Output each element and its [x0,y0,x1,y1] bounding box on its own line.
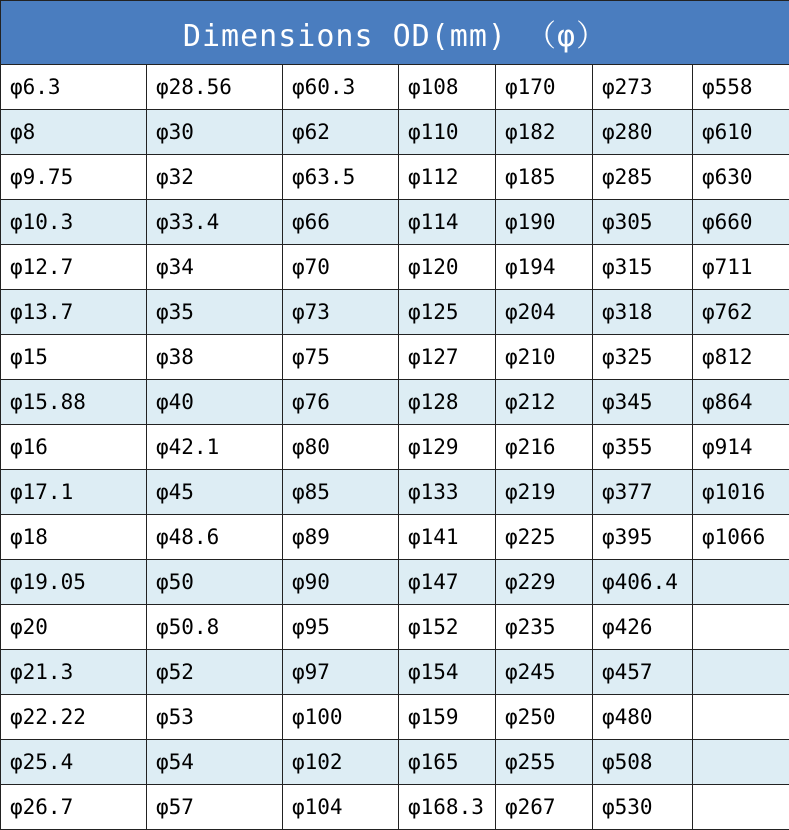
table-cell [693,785,789,830]
table-cell: φ10.3 [1,200,147,245]
table-cell: φ90 [283,560,399,605]
table-cell: φ75 [283,335,399,380]
table-cell: φ95 [283,605,399,650]
table-cell: φ711 [693,245,789,290]
table-cell: φ147 [399,560,496,605]
table-cell: φ32 [147,155,283,200]
table-cell: φ22.22 [1,695,147,740]
table-cell: φ112 [399,155,496,200]
table-cell: φ185 [496,155,593,200]
table-cell: φ89 [283,515,399,560]
table-cell: φ1016 [693,470,789,515]
table-cell: φ170 [496,65,593,110]
table-row [1,650,789,695]
table-cell: φ610 [693,110,789,155]
table-cell: φ6.3 [1,65,147,110]
table-cell: φ104 [283,785,399,830]
table-cell: φ508 [593,740,693,785]
table-cell: φ80 [283,425,399,470]
table-row [1,380,789,425]
table-cell: φ141 [399,515,496,560]
table-row [1,605,789,650]
table-cell: φ54 [147,740,283,785]
table-cell: φ38 [147,335,283,380]
table-cell: φ12.7 [1,245,147,290]
table-cell: φ355 [593,425,693,470]
table-row [1,425,789,470]
table-cell: φ194 [496,245,593,290]
table-cell: φ42.1 [147,425,283,470]
table-cell: φ33.4 [147,200,283,245]
table-row [1,335,789,380]
table-cell: φ325 [593,335,693,380]
table-row [1,560,789,605]
table-cell: φ40 [147,380,283,425]
table-cell: φ235 [496,605,593,650]
table-cell: φ50.8 [147,605,283,650]
table-cell: φ152 [399,605,496,650]
table-cell: φ216 [496,425,593,470]
table-cell: φ168.3 [399,785,496,830]
table-cell: φ426 [593,605,693,650]
table-cell: φ225 [496,515,593,560]
table-cell: φ127 [399,335,496,380]
table-cell: φ108 [399,65,496,110]
table-cell: φ16 [1,425,147,470]
table-row [1,245,789,290]
header-row [1,1,789,65]
table-cell: φ25.4 [1,740,147,785]
table-cell: φ60.3 [283,65,399,110]
table-cell [693,740,789,785]
table-cell: φ457 [593,650,693,695]
table-cell: φ73 [283,290,399,335]
table-cell: φ395 [593,515,693,560]
table-cell: φ110 [399,110,496,155]
table-cell: φ114 [399,200,496,245]
table-cell: φ762 [693,290,789,335]
table-cell [693,605,789,650]
table-cell: φ345 [593,380,693,425]
table-cell: φ125 [399,290,496,335]
table-cell: φ15.88 [1,380,147,425]
table-cell [693,650,789,695]
table-cell: φ62 [283,110,399,155]
table-cell [693,560,789,605]
table-cell: φ229 [496,560,593,605]
table-cell: φ318 [593,290,693,335]
table-cell: φ97 [283,650,399,695]
table-cell: φ210 [496,335,593,380]
table-cell: φ190 [496,200,593,245]
table-cell: φ85 [283,470,399,515]
table-cell: φ630 [693,155,789,200]
table-cell: φ165 [399,740,496,785]
table-cell: φ129 [399,425,496,470]
table-cell: φ45 [147,470,283,515]
table-cell: φ133 [399,470,496,515]
table-row [1,65,789,110]
table-cell: φ182 [496,110,593,155]
table-cell: φ812 [693,335,789,380]
table-cell: φ35 [147,290,283,335]
table-cell: φ48.6 [147,515,283,560]
table-cell: φ285 [593,155,693,200]
table-title: Dimensions OD(mm) （φ） [1,1,789,65]
table-row [1,740,789,785]
table-cell: φ70 [283,245,399,290]
table-cell: φ100 [283,695,399,740]
table-row [1,785,789,830]
table-row [1,200,789,245]
table-cell: φ66 [283,200,399,245]
table-cell: φ15 [1,335,147,380]
table-cell: φ19.05 [1,560,147,605]
table-cell: φ377 [593,470,693,515]
table-body [1,65,789,830]
table-cell: φ57 [147,785,283,830]
table-cell: φ102 [283,740,399,785]
table-cell: φ17.1 [1,470,147,515]
table-row [1,470,789,515]
table-cell: φ204 [496,290,593,335]
table-cell: φ63.5 [283,155,399,200]
table-cell: φ406.4 [593,560,693,605]
table-cell: φ52 [147,650,283,695]
table-row [1,110,789,155]
table-cell: φ864 [693,380,789,425]
table-cell: φ245 [496,650,593,695]
table-cell: φ28.56 [147,65,283,110]
table-cell: φ128 [399,380,496,425]
table-cell: φ530 [593,785,693,830]
table-cell: φ34 [147,245,283,290]
table-cell: φ30 [147,110,283,155]
table-cell: φ660 [693,200,789,245]
table-row [1,515,789,560]
table-row [1,695,789,740]
table-cell: φ219 [496,470,593,515]
table-cell: φ20 [1,605,147,650]
table-cell: φ9.75 [1,155,147,200]
table-cell: φ18 [1,515,147,560]
table-row [1,155,789,200]
table-cell: φ76 [283,380,399,425]
table-cell: φ26.7 [1,785,147,830]
table-cell: φ212 [496,380,593,425]
table-cell: φ1066 [693,515,789,560]
table-cell: φ120 [399,245,496,290]
table-cell: φ154 [399,650,496,695]
table-cell: φ250 [496,695,593,740]
table-cell: φ480 [593,695,693,740]
table-cell: φ273 [593,65,693,110]
table-cell: φ255 [496,740,593,785]
table-cell: φ159 [399,695,496,740]
table-cell: φ280 [593,110,693,155]
table-cell: φ914 [693,425,789,470]
table-cell: φ8 [1,110,147,155]
table-cell: φ50 [147,560,283,605]
table-cell: φ13.7 [1,290,147,335]
table-cell: φ267 [496,785,593,830]
table-cell: φ21.3 [1,650,147,695]
table-cell: φ53 [147,695,283,740]
table-cell [693,695,789,740]
table-row [1,290,789,335]
table-cell: φ315 [593,245,693,290]
table-cell: φ305 [593,200,693,245]
table-cell: φ558 [693,65,789,110]
